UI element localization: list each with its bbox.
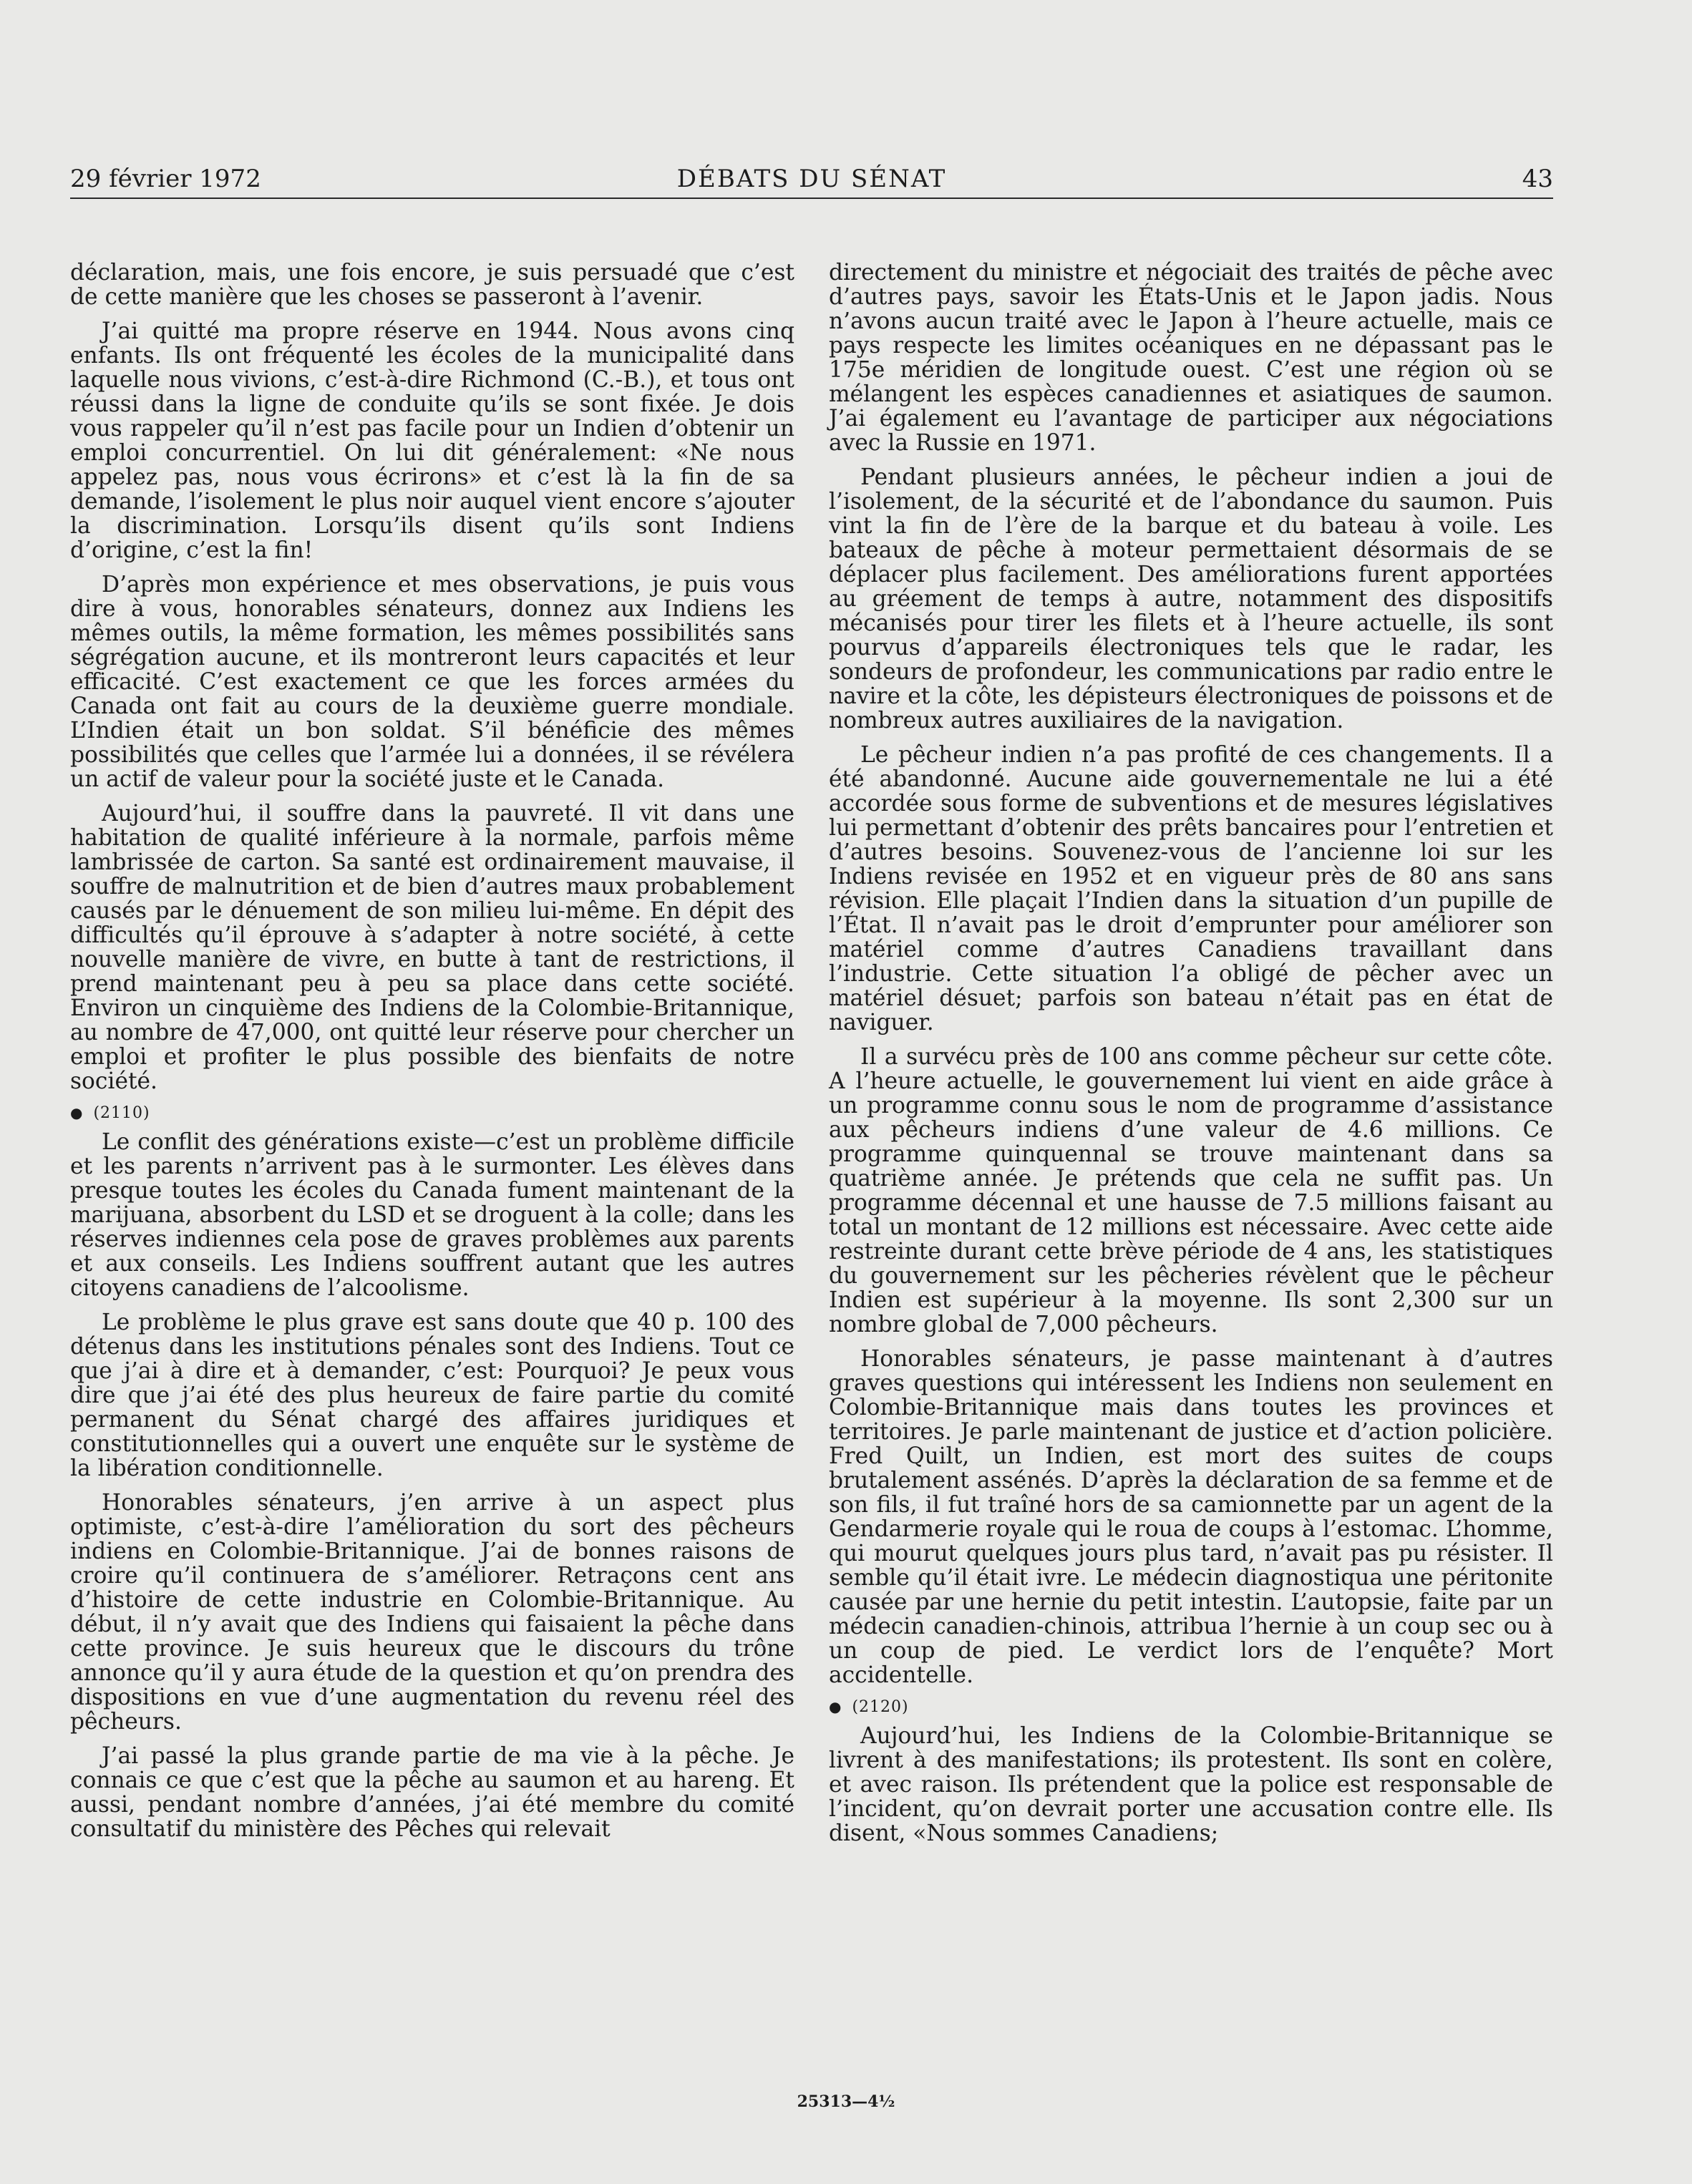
paragraph: directement du ministre et négociait des traités de pêche avec d’autres pays, savoir les États-Unis et le Japon jadis. Nous n’avons aucun traité avec le Japon à l’heure actuelle, mais ce pays respecte les limites océaniques en ne dépassant pas le 175e méridien de longitude ouest. C’est une région où se mélangent les espèces canadiennes et asiatiques de saumon. J’ai également eu l’avantage de participer aux négociations avec la Russie en 1971. [829, 260, 1553, 456]
time-marker [829, 1697, 1553, 1717]
printer-signature: 25313—4½ [797, 2092, 895, 2111]
paragraph: Le pêcheur indien n’a pas profité de ces changements. Il a été abandonné. Aucune aide gouvernementale ne lui a été accordée sous forme de subventions et de mesures législatives lui permettant d’obtenir des prêts bancaires pour l’entretien et d’autres besoins. Souvenez-vous de l’ancienne loi sur les Indiens revisée en 1952 et en vigueur près de 80 ans sans révision. Elle plaçait l’Indien dans la situation d’un pupille de l’État. Il n’avait pas le droit d’emprunter pour améliorer son matériel comme d’autres Canadiens travaillant dans l’industrie. Cette situation l’a obligé de pêcher avec un matériel désuet; parfois son bateau n’était pas en état de naviguer. [829, 742, 1553, 1035]
left-column [70, 260, 794, 1841]
paragraph: Honorables sénateurs, je passe maintenant à d’autres graves questions qui intéressent les Indiens non seulement en Colombie-Britannique mais dans toutes les provinces et territoires. Je parle maintenant de justice et d’action policière. Fred Quilt, un Indien, est mort des suites de coups brutalement assénés. D’après la déclaration de sa femme et de son fils, il fut traîné hors de sa camionnette par un agent de la Gendarmerie royale qui le roua de coups à l’estomac. L’homme, qui mourut quelques jours plus tard, n’avait pas pu résister. Il semble qu’il était ivre. Le médecin diagnostiqua une péritonite causée par une hernie du petit intestin. L’autopsie, faite par un médecin canadien-chinois, attribua l’hernie à un coup sec ou à un coup de pied. Le verdict lors de l’enquête? Mort accidentelle. [829, 1346, 1553, 1688]
paragraph: J’ai passé la plus grande partie de ma vie à la pêche. Je connais ce que c’est que la pêche au saumon et au hareng. Et aussi, pendant nombre d’années, j’ai été membre du comité consultatif du ministère des Pêches qui relevait [70, 1743, 794, 1842]
header-date: 29 février 1972 [70, 165, 261, 193]
running-header [70, 163, 1553, 199]
time-marker [70, 1103, 794, 1123]
right-column [829, 260, 1553, 1846]
page-number: 43 [1522, 165, 1553, 193]
paragraph: Honorables sénateurs, j’en arrive à un aspect plus optimiste, c’est-à-dire l’amélioration du sort des pêcheurs indiens en Colombie-Britannique. J’ai de bonnes raisons de croire qu’il continuera de s’améliorer. Retraçons cent ans d’histoire de cette industrie en Colombie-Britannique. Au début, il n’y avait que des Indiens qui faisaient la pêche dans cette province. Je suis heureux que le discours du trône annonce qu’il y aura étude de la question et qu’on prendra des dispositions en vue d’une augmentation du revenu réel des pêcheurs. [70, 1490, 794, 1735]
bullet-icon: ● [70, 1104, 84, 1121]
time-marker-label: (2110) [93, 1104, 150, 1122]
paragraph: Le conflit des générations existe—c’est un problème difficile et les parents n’arrivent pas à le surmonter. Les élèves dans presque toutes les écoles du Canada fument maintenant de la marijuana, absorbent du LSD et se droguent à la colle; dans les réserves indiennes cela pose de graves problèmes aux parents et aux conseils. Les Indiens souffrent autant que les autres citoyens canadiens de l’alcoolisme. [70, 1129, 794, 1301]
paragraph: déclaration, mais, une fois encore, je suis persuadé que c’est de cette manière que les choses se passeront à l’avenir. [70, 260, 794, 310]
paragraph: Pendant plusieurs années, le pêcheur indien a joui de l’isolement, de la sécurité et de l’abondance du saumon. Puis vint la fin de l’ère de la barque et du bateau à voile. Les bateaux de pêche à moteur permettaient désormais de se déplacer plus facilement. Des améliorations furent apportées au gréement de temps à autre, notamment des dispositifs mécanisés pour tirer les filets et à l’heure actuelle, ils sont pourvus d’appareils électroniques tels que le radar, les sondeurs de profondeur, les communications par radio entre le navire et la côte, les dépisteurs électroniques de poissons et de nombreux autres auxiliaires de la navigation. [829, 464, 1553, 733]
paragraph: Aujourd’hui, il souffre dans la pauvreté. Il vit dans une habitation de qualité inférieure à la normale, parfois même lambrissée de carton. Sa santé est ordinairement mauvaise, il souffre de malnutrition et de bien d’autres maux probablement causés par le dénuement de son milieu lui-même. En dépit des difficultés qu’il éprouve à s’adapter à notre société, à cette nouvelle manière de vivre, en butte à tant de restrictions, il prend maintenant peu à peu sa place dans cette société. Environ un cinquième des Indiens de la Colombie-Britannique, au nombre de 47,000, ont quitté leur réserve pour chercher un emploi et profiter le plus possible des bienfaits de notre société. [70, 801, 794, 1094]
paragraph: Le problème le plus grave est sans doute que 40 p. 100 des détenus dans les institutions pénales sont des Indiens. Tout ce que j’ai à dire et à demander, c’est: Pourquoi? Je peux vous dire que j’ai été des plus heureux de faire partie du comité permanent du Sénat chargé des affaires juridiques et constitutionnelles qui a ouvert une enquête sur le système de la libération conditionnelle. [70, 1310, 794, 1481]
time-marker-label: (2120) [852, 1698, 909, 1716]
header-title: DÉBATS DU SÉNAT [676, 165, 947, 193]
paragraph: D’après mon expérience et mes observations, je puis vous dire à vous, honorables sénateurs, donnez aux Indiens les mêmes outils, la même formation, les mêmes possibilités sans ségrégation aucune, et ils montreront leurs capacités et leur efficacité. C’est exactement ce que les forces armées du Canada ont fait au cours de la deuxième guerre mondiale. L’Indien était un bon soldat. S’il bénéficie des mêmes possibilités que celles que l’armée lui a données, il se révélera un actif de valeur pour la société juste et le Canada. [70, 572, 794, 792]
bullet-icon: ● [829, 1698, 842, 1715]
paragraph: J’ai quitté ma propre réserve en 1944. Nous avons cinq enfants. Ils ont fréquenté les écoles de la municipalité dans laquelle nous vivions, c’est-à-dire Richmond (C.-B.), et tous ont réussi dans la ligne de conduite qu’ils se sont fixée. Je dois vous rappeler qu’il n’est pas facile pour un Indien d’obtenir un emploi concurrentiel. On lui dit généralement: «Ne nous appelez pas, nous vous écrirons» et c’est là la fin de sa demande, l’isolement le plus noir auquel vient encore s’ajouter la discrimination. Lorsqu’ils disent qu’ils sont Indiens d’origine, c’est la fin! [70, 318, 794, 563]
paragraph: Il a survécu près de 100 ans comme pêcheur sur cette côte. A l’heure actuelle, le gouvernement lui vient en aide grâce à un programme connu sous le nom de programme d’assistance aux pêcheurs indiens d’une valeur de 4.6 millions. Ce programme quinquennal se trouve maintenant dans sa quatrième année. Je prétends que cela ne suffit pas. Un programme décennal et une hausse de 7.5 millions faisant au total un montant de 12 millions est nécessaire. Avec cette aide restreinte durant cette brève période de 4 ans, les statistiques du gouvernement sur les pêcheries révèlent que le pêcheur Indien est supérieur à la moyenne. Ils sont 2,300 sur un nombre global de 7,000 pêcheurs. [829, 1044, 1553, 1337]
paragraph: Aujourd’hui, les Indiens de la Colombie-Britannique se livrent à des manifestations; ils protestent. Ils sont en colère, et avec raison. Ils prétendent que la police est responsable de l’incident, qu’on devrait porter une accusation contre elle. Ils disent, «Nous sommes Canadiens; [829, 1723, 1553, 1846]
